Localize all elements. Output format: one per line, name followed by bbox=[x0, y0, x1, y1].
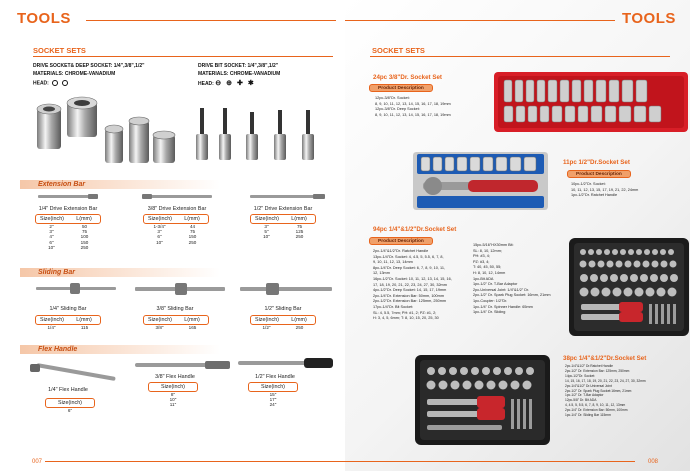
product-title-24pc: 24pc 3/8"Dr. Socket Set bbox=[373, 74, 442, 81]
extension-bar-14-photo bbox=[38, 193, 98, 201]
flex-handle-banner bbox=[20, 345, 220, 354]
product-desc-11pc: 10pc-1/2"Dr. Socket: 10, 11, 12, 13, 15, 17, 19, 21, 22, 24mm 1pc-1/2"Dr. Ratchet Handle bbox=[571, 182, 639, 198]
slide-table-2-title: 3/8" Sliding Bar bbox=[156, 306, 194, 312]
table-row: 10" 250 bbox=[263, 234, 304, 240]
product-title-11pc: 11pc 1/2"Dr.Socket Set bbox=[563, 159, 630, 166]
section-rule bbox=[33, 56, 333, 57]
ext-table-2-title: 3/8" Drive Extension Bar bbox=[147, 206, 207, 212]
table-row: 6" 150 bbox=[157, 234, 197, 240]
page-title-right: TOOLS bbox=[622, 10, 676, 27]
table-row: 8" bbox=[170, 392, 176, 397]
flex-table-1 bbox=[45, 398, 95, 413]
section-heading: SOCKET SETS bbox=[372, 46, 425, 55]
sliding-bar-banner bbox=[20, 268, 220, 277]
table-row: 11" bbox=[169, 402, 177, 408]
table-row: 2" 50 bbox=[49, 224, 88, 229]
page-title-left: TOOLS bbox=[17, 10, 71, 27]
flex-handle-14-photo bbox=[30, 360, 120, 382]
ext-table-2 bbox=[143, 214, 209, 245]
drive-socket-spec: DRIVE SOCKET& DEEP SOCKET: 1/4",3/8",1/2" bbox=[33, 63, 145, 69]
flex-table-2-title: 3/8" Flex Handle bbox=[155, 374, 195, 380]
slide-table-1 bbox=[35, 315, 101, 330]
table-header: Size(inch) L(mm) bbox=[143, 214, 209, 224]
product-desc-38pc: 2pc-1/4"&1/2" Dr.Ratchet Handle 2pc-1/2" Dr. Extension Bar: 125mm, 250mm 14pc-1/2"Dr. Socket: 14, 15, 16, 17, 18, 19, 20, 21, 22, 23, 24, 27, 30, 32mm 2pc-1/4"&1/2" Dr.Universal Joint 2pc-1/2" Dr. Spark Plug Socket:16mm, 21mm 1pc-1/2" Dr. T-Bar Adaptor 12pc-5/8" Dr. Bit ADA 4, 4.5, 5, 5.5, 6, 7, 8, 9, 10, 11, 12, 13mm 2pc-1/4" Dr. Extension Bar: 50mm, 100mm 1pc-1/4" Dr. Sliding Bar 115mm bbox=[565, 364, 646, 418]
section-rule bbox=[370, 56, 670, 57]
socket-set-94pc-photo bbox=[569, 238, 689, 336]
extension-bar-12-photo bbox=[250, 193, 325, 201]
drive-socket-material: MATERIALS: CHROME-VANADIUM bbox=[33, 71, 116, 77]
slide-table-3-title: 1/2" Sliding Bar bbox=[264, 306, 302, 312]
sliding-bar-14-photo bbox=[36, 282, 116, 296]
slide-table-3 bbox=[250, 315, 316, 330]
ext-table-1 bbox=[35, 214, 101, 250]
flex-table-3-title: 1/2" Flex Handle bbox=[255, 374, 295, 380]
table-header: Size(inch) bbox=[45, 398, 95, 408]
table-row: 15" bbox=[269, 392, 277, 397]
table-row: 5" 125 bbox=[264, 229, 304, 235]
table-row: 1/4" 115 bbox=[47, 325, 89, 330]
table-row: 3" 75 bbox=[49, 229, 88, 235]
extension-bar-banner bbox=[20, 180, 220, 189]
table-row: 1/2" 250 bbox=[262, 325, 304, 330]
product-title-94pc: 94pc 1/4"&1/2"Dr.Socket Set bbox=[373, 226, 457, 233]
ext-table-3-title: 1/2" Drive Extension Bar bbox=[253, 206, 313, 212]
bit-socket-head bbox=[198, 79, 259, 87]
flex-handle-12-photo bbox=[238, 356, 333, 370]
table-row: 6" 150 bbox=[49, 239, 89, 245]
table-row: 10" bbox=[169, 397, 177, 403]
product-title-38pc: 38pc 1/4"&1/2"Dr.Socket Set bbox=[563, 355, 647, 362]
socket-photo bbox=[35, 95, 185, 170]
head-label: HEAD: bbox=[33, 80, 49, 87]
bit-socket-spec: DRIVE BIT SOCKET: 1/4",3/8",1/2" bbox=[198, 63, 279, 69]
table-header: Size(inch) L(mm) bbox=[250, 315, 316, 325]
page-number-right: 008 bbox=[648, 459, 659, 465]
table-header: Size(inch) L(mm) bbox=[35, 214, 101, 224]
bit-socket-material: MATERIALS: CHROME-VANADIUM bbox=[198, 71, 281, 77]
socket-set-11pc-photo bbox=[413, 152, 548, 210]
extension-bar-38-photo bbox=[142, 193, 212, 201]
bit-socket-photo bbox=[196, 104, 326, 164]
sliding-bar-12-photo bbox=[240, 282, 332, 296]
table-header: Size(inch) bbox=[148, 382, 198, 392]
table-row: 4" 100 bbox=[49, 234, 89, 240]
round-head-icon bbox=[62, 80, 68, 86]
table-row: 10" 250 bbox=[48, 244, 89, 250]
title-rule bbox=[86, 20, 336, 21]
table-row: 3/8" 165 bbox=[155, 325, 197, 330]
hex-head-icon bbox=[52, 80, 58, 86]
bottom-rule bbox=[345, 461, 635, 462]
table-row: 10" 250 bbox=[156, 239, 197, 245]
head-label: HEAD: bbox=[198, 81, 214, 87]
extension-bar-label: Extension Bar bbox=[38, 181, 86, 188]
product-desc-94pc-left: 2pc-1/4"&1/2"Dr. Ratchet Handle 13pc-1/4"Dr. Socket: 4, 4.5, 5, 5.5, 6, 7, 8, 9, 10, 11, 12, 13, 14mm 8pc-1/4"Dr. Deep Socket: 6, 7, 8, 9, 10, 11, 12, 13mm 16pc-1/2"Dr. Socket: 10, 11, 12, 13, 14, 15, 16, 17, 18, 19, 20, 21, 22, 23, 24, 27, 30, 32mm 4pc-1/2"Dr. Deep Socket: 14, 15, 17, 19mm 2pc-1/4"Dr. Extension Bar: 50mm, 100mm 2pc-1/2"Dr. Extension Bar: 125mm, 250mm 17pc-1/4"Dr. Bit Socket: SL: 4, 5.5, 7mm; PH: #1, 2; PZ: #1, 2; H: 3, 4, 5, 6mm; T: 8, 10, 15, 20, 25, 30 bbox=[373, 249, 452, 321]
product-desc-94pc-right: 15pc-5/16"HX30mm Bit: SL: 8, 10, 12mm; PH: #3, 4; PZ: #3, 4; T: 40, 45, 50, 55; H: 8, 10, 12, 14mm 1pc-Bit ADA 1pc-1/2" Dr. T-Bar Adaptor 2pc-Universal Joint: 1/4"&1/2" Dr. 2pc-1/2" Dr. Spark Plug Socket: 16mm, 21mm 1pc-Coupler: 1/2"Dr. 1pc-1/4" Dr. Spinner Handle: 65mm 1pc-1/4" Dr. Sliding bbox=[473, 243, 551, 315]
product-desc-24pc: 12pc-3/8"Dr. Socket: 8, 9, 10, 11, 12, 13, 14, 15, 16, 17, 18, 19mm 12pc-3/8"Dr. Deep Socket: 8, 9, 10, 11, 12, 13, 14, 15, 16, 17, 18, 19mm bbox=[375, 96, 451, 117]
bottom-rule bbox=[45, 461, 345, 462]
table-header: Size(inch) bbox=[248, 382, 298, 392]
title-rule bbox=[345, 20, 615, 21]
flex-table-3 bbox=[248, 382, 298, 408]
table-row: 17" bbox=[269, 397, 277, 403]
flex-handle-label: Flex Handle bbox=[38, 346, 78, 353]
sliding-bar-label: Sliding Bar bbox=[38, 269, 75, 276]
ext-table-1-title: 1/4" Drive Extension Bar bbox=[38, 206, 98, 212]
right-page bbox=[345, 0, 690, 471]
flex-handle-38-photo bbox=[135, 358, 230, 372]
table-row: 3" 75 bbox=[157, 229, 196, 235]
table-header: Size(inch) L(mm) bbox=[143, 315, 209, 325]
table-row: 1-3/4" 44 bbox=[153, 224, 196, 229]
product-desc-badge: Product Description bbox=[567, 170, 631, 178]
page-number-left: 007 bbox=[32, 459, 43, 465]
socket-set-38pc-photo bbox=[415, 355, 550, 445]
socket-set-24pc-photo bbox=[494, 72, 688, 132]
bit-head-icons: ⊖⊕✚✱ bbox=[215, 80, 259, 87]
product-desc-badge: Product Description bbox=[369, 84, 433, 92]
table-header: Size(inch) L(mm) bbox=[250, 214, 316, 224]
table-row: 6" bbox=[67, 408, 73, 413]
table-header: Size(inch) L(mm) bbox=[35, 315, 101, 325]
drive-socket-head bbox=[33, 80, 68, 86]
table-row: 3" 75 bbox=[264, 224, 303, 229]
flex-table-1-title: 1/4" Flex Handle bbox=[48, 387, 88, 393]
ext-table-3 bbox=[250, 214, 316, 240]
section-heading: SOCKET SETS bbox=[33, 46, 86, 55]
slide-table-2 bbox=[143, 315, 209, 330]
slide-table-1-title: 1/4" Sliding Bar bbox=[49, 306, 87, 312]
sliding-bar-38-photo bbox=[135, 282, 225, 296]
table-row: 24" bbox=[269, 402, 277, 408]
flex-table-2 bbox=[148, 382, 198, 408]
product-desc-badge: Product Description bbox=[369, 237, 433, 245]
